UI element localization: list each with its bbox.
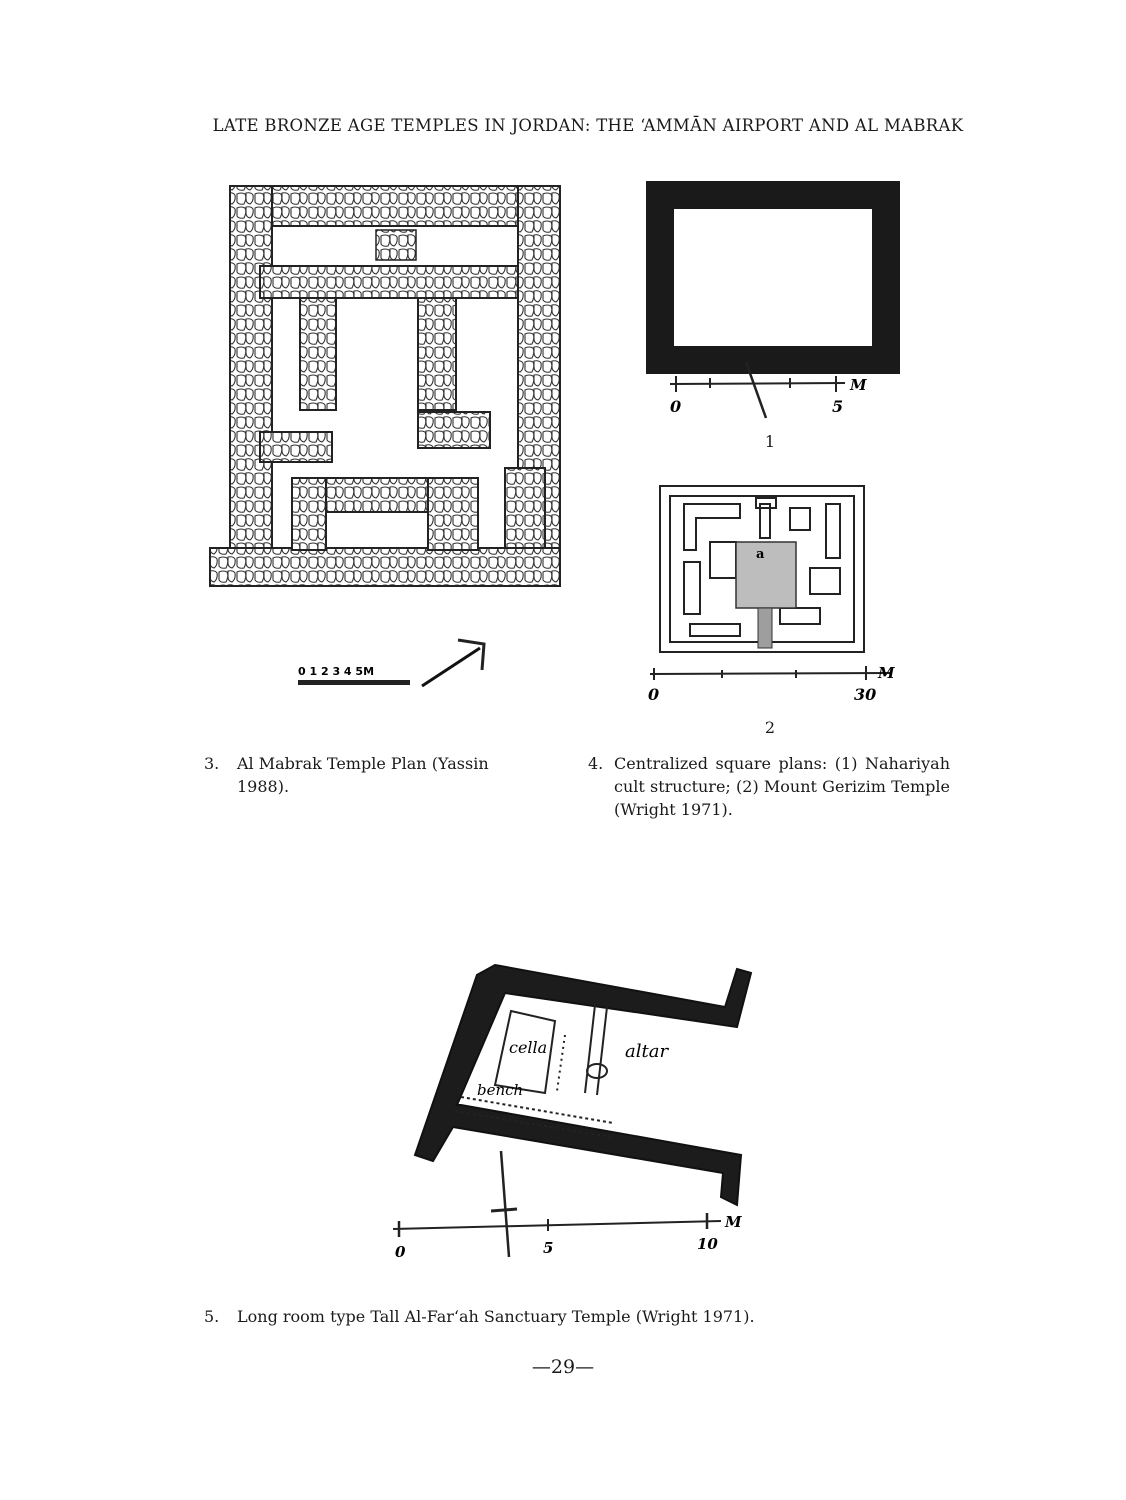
- fig4-1-plan-drawing: [640, 180, 910, 420]
- running-header: LATE BRONZE AGE TEMPLES IN JORDAN: THE ‘AMMĀN AIRPORT AND AL MABRAK: [212, 116, 964, 135]
- fig3-caption-text: Al Mabrak Temple Plan (Yassin 1988).: [237, 754, 489, 796]
- fig3-plan-drawing: [200, 178, 570, 708]
- north-arrow: [422, 640, 484, 686]
- fig5-label-altar: altar: [625, 1041, 669, 1062]
- fig5-label-bench: bench: [477, 1081, 524, 1099]
- svg-text:30: 30: [854, 685, 877, 704]
- fig5-label-cella: cella: [509, 1038, 548, 1057]
- fig4-caption-number: 4.: [588, 754, 604, 773]
- fig3-caption-number: 3.: [204, 754, 220, 773]
- fig5-plan-drawing: [385, 935, 765, 1275]
- fig4-2-scale-bar: [648, 664, 895, 704]
- fig3-caption: [204, 752, 544, 796]
- svg-text:5: 5: [832, 397, 844, 416]
- svg-text:M: M: [850, 376, 867, 394]
- fig4-sublabel-1: 1: [764, 432, 776, 451]
- fig3-scale-bar: [298, 665, 410, 685]
- fig5-walls: [415, 965, 751, 1205]
- svg-text:5: 5: [543, 1239, 554, 1257]
- svg-text:0 1 2 3 4 5M: 0 1 2 3 4 5M: [298, 665, 375, 678]
- svg-text:M: M: [725, 1213, 742, 1231]
- page-number: —29—: [531, 1356, 595, 1378]
- fig5-caption-text: Long room type Tall Al-Far‘ah Sanctuary Temple (Wright 1971).: [237, 1307, 755, 1326]
- fig4-caption: [588, 752, 950, 824]
- svg-text:a: a: [756, 547, 765, 562]
- fig4-caption-text: Centralized square plans: (1) Nahariyah cult structure; (2) Mount Gerizim Temple (Wright 1971).: [614, 754, 950, 819]
- svg-text:0: 0: [670, 397, 682, 416]
- svg-text:M: M: [878, 664, 895, 682]
- svg-text:0: 0: [648, 685, 660, 704]
- fig3-walls: [210, 186, 560, 586]
- fig4-2-plan-drawing: [640, 478, 910, 708]
- svg-text:10: 10: [697, 1235, 718, 1253]
- fig5-caption-number: 5.: [204, 1307, 220, 1326]
- svg-text:0: 0: [395, 1243, 406, 1261]
- fig4-sublabel-2: 2: [764, 718, 776, 737]
- fig4-1-wall: [660, 195, 886, 360]
- fig5-caption: [204, 1305, 904, 1329]
